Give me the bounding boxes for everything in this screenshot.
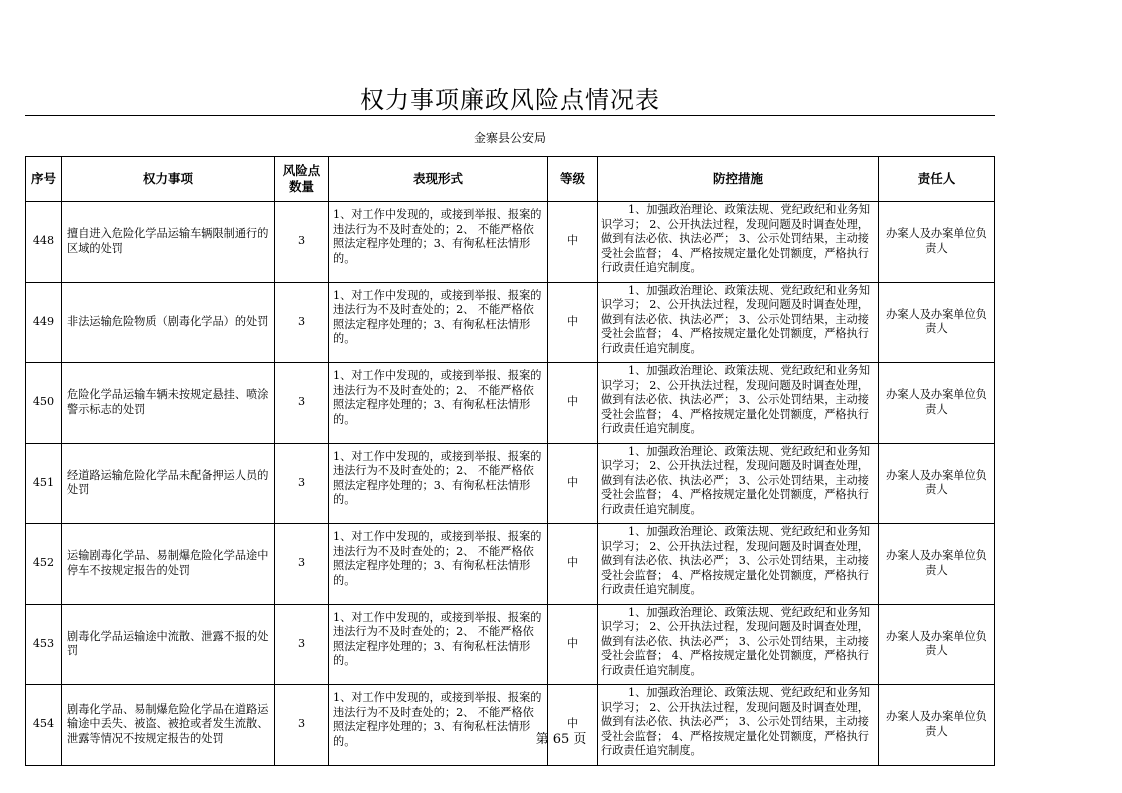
page-number: 第 65 页 [535, 732, 587, 747]
table-row [26, 604, 995, 685]
row-control-text: 1、加强政治理论、政策法规、党纪政纪和业务知识学习； 2、公开执法过程，发现问题及时调查处理，做到有法必依、执法必严； 3、公示处罚结果，主动接受社会监督； 4、严格按规定量化处罚额度，严格执行行政责任追究制度。 [601, 605, 871, 677]
row-responsible: 办案人及办案单位负责人 [879, 363, 995, 444]
row-risk-count: 3 [275, 524, 329, 605]
row-control-text: 1、加强政治理论、政策法规、党纪政纪和业务知识学习； 2、公开执法过程，发现问题及时调查处理，做到有法必依、执法必严； 3、公示处罚结果，主动接受社会监督； 4、严格按规定量化处罚额度，严格执行行政责任追究制度。 [601, 364, 871, 436]
header-count-line2: 数量 [288, 179, 314, 194]
row-form: 1、对工作中发现的，或接到举报、报案的违法行为不及时查处的；2、 不能严格依照法定程序处理的；3、有徇私枉法情形的。 [329, 202, 548, 283]
row-level: 中 [548, 363, 598, 444]
row-matter: 剧毒化学品、易制爆危险化学品在道路运输途中丢失、被盗、被抢或者发生流散、泄露等情况不按规定报告的处罚 [62, 685, 275, 766]
page-title: 权力事项廉政风险点情况表 [360, 86, 660, 114]
title-rule [25, 115, 995, 116]
header-count-line1: 风险点 [282, 163, 321, 178]
row-control [598, 282, 879, 363]
table-row [26, 524, 995, 605]
row-matter: 危险化学品运输车辆未按规定悬挂、喷涂警示标志的处罚 [62, 363, 275, 444]
table-row [26, 282, 995, 363]
row-control-text: 1、加强政治理论、政策法规、党纪政纪和业务知识学习； 2、公开执法过程，发现问题及时调查处理，做到有法必依、执法必严； 3、公示处罚结果，主动接受社会监督； 4、严格按规定量化处罚额度，严格执行行政责任追究制度。 [601, 283, 871, 355]
row-risk-count: 3 [275, 443, 329, 524]
row-responsible: 办案人及办案单位负责人 [879, 524, 995, 605]
row-form: 1、对工作中发现的，或接到举报、报案的违法行为不及时查处的；2、 不能严格依照法定程序处理的；3、有徇私枉法情形的。 [329, 604, 548, 685]
department-name: 金寨县公安局 [473, 131, 546, 145]
table-header-row [26, 157, 995, 202]
header-no: 序号 [26, 157, 62, 202]
row-risk-count: 3 [275, 202, 329, 283]
row-responsible: 办案人及办案单位负责人 [879, 604, 995, 685]
table-row [26, 685, 995, 766]
row-level: 中 [548, 282, 598, 363]
row-level: 中 [548, 443, 598, 524]
row-level: 中 [548, 685, 598, 766]
row-level: 中 [548, 604, 598, 685]
row-control-text: 1、加强政治理论、政策法规、党纪政纪和业务知识学习； 2、公开执法过程，发现问题及时调查处理，做到有法必依、执法必严； 3、公示处罚结果，主动接受社会监督； 4、严格按规定量化处罚额度，严格执行行政责任追究制度。 [601, 525, 871, 597]
header-count [275, 157, 329, 202]
row-control [598, 202, 879, 283]
row-no: 452 [26, 524, 62, 605]
row-form: 1、对工作中发现的，或接到举报、报案的违法行为不及时查处的；2、 不能严格依照法定程序处理的；3、有徇私枉法情形的。 [329, 282, 548, 363]
row-responsible: 办案人及办案单位负责人 [879, 443, 995, 524]
row-control [598, 363, 879, 444]
row-risk-count: 3 [275, 282, 329, 363]
header-responsible: 责任人 [879, 157, 995, 202]
row-matter: 运输剧毒化学品、易制爆危险化学品途中停车不按规定报告的处罚 [62, 524, 275, 605]
table-row [26, 202, 995, 283]
header-matter: 权力事项 [62, 157, 275, 202]
row-risk-count: 3 [275, 604, 329, 685]
row-control [598, 524, 879, 605]
table-row [26, 443, 995, 524]
row-responsible: 办案人及办案单位负责人 [879, 282, 995, 363]
row-control-text: 1、加强政治理论、政策法规、党纪政纪和业务知识学习； 2、公开执法过程，发现问题及时调查处理，做到有法必依、执法必严； 3、公示处罚结果，主动接受社会监督； 4、严格按规定量化处罚额度，严格执行行政责任追究制度。 [601, 203, 871, 275]
row-responsible: 办案人及办案单位负责人 [879, 202, 995, 283]
row-level: 中 [548, 524, 598, 605]
row-no: 454 [26, 685, 62, 766]
row-matter: 擅自进入危险化学品运输车辆限制通行的区域的处罚 [62, 202, 275, 283]
header-control: 防控措施 [598, 157, 879, 202]
row-risk-count: 3 [275, 363, 329, 444]
row-level: 中 [548, 202, 598, 283]
row-control [598, 604, 879, 685]
row-risk-count: 3 [275, 685, 329, 766]
row-no: 453 [26, 604, 62, 685]
row-form: 1、对工作中发现的，或接到举报、报案的违法行为不及时查处的；2、 不能严格依照法定程序处理的；3、有徇私枉法情形的。 [329, 443, 548, 524]
row-control [598, 443, 879, 524]
row-no: 449 [26, 282, 62, 363]
row-no: 451 [26, 443, 62, 524]
row-control [598, 685, 879, 766]
row-no: 450 [26, 363, 62, 444]
table-row [26, 363, 995, 444]
row-form: 1、对工作中发现的，或接到举报、报案的违法行为不及时查处的；2、 不能严格依照法定程序处理的；3、有徇私枉法情形的。 [329, 524, 548, 605]
row-control-text: 1、加强政治理论、政策法规、党纪政纪和业务知识学习； 2、公开执法过程，发现问题及时调查处理，做到有法必依、执法必严； 3、公示处罚结果，主动接受社会监督； 4、严格按规定量化处罚额度，严格执行行政责任追究制度。 [601, 686, 871, 758]
row-control-text: 1、加强政治理论、政策法规、党纪政纪和业务知识学习； 2、公开执法过程，发现问题及时调查处理，做到有法必依、执法必严； 3、公示处罚结果，主动接受社会监督； 4、严格按规定量化处罚额度，严格执行行政责任追究制度。 [601, 444, 871, 516]
row-matter: 经道路运输危险化学品未配备押运人员的处罚 [62, 443, 275, 524]
row-no: 448 [26, 202, 62, 283]
header-form: 表现形式 [329, 157, 548, 202]
header-level: 等级 [548, 157, 598, 202]
row-matter: 非法运输危险物质（剧毒化学品）的处罚 [62, 282, 275, 363]
row-form: 1、对工作中发现的，或接到举报、报案的违法行为不及时查处的；2、 不能严格依照法定程序处理的；3、有徇私枉法情形的。 [329, 685, 548, 766]
risk-table [25, 156, 995, 766]
row-form: 1、对工作中发现的，或接到举报、报案的违法行为不及时查处的；2、 不能严格依照法定程序处理的；3、有徇私枉法情形的。 [329, 363, 548, 444]
row-responsible: 办案人及办案单位负责人 [879, 685, 995, 766]
row-matter: 剧毒化学品运输途中流散、泄露不报的处罚 [62, 604, 275, 685]
